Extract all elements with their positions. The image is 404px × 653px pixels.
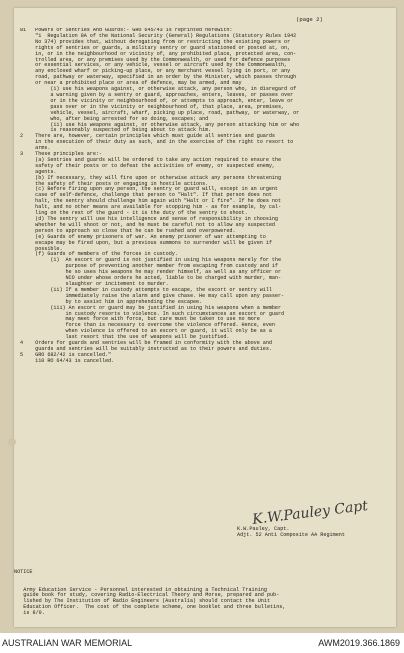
page-number: (page 2) (296, 16, 323, 23)
signature-line: Adjt. 52 Anti Composite AA Regiment (237, 531, 345, 538)
text-line: "1 Regulation 8A of the National Security (General) Regulations (Statutory Rules 1942 (20, 32, 297, 39)
text-line: 4 Orders for guards and sentries will be framed in conformity with the above and (20, 340, 272, 347)
text-line: (c) Before firing upon any person, the sentry or guard will, except in an urgent (20, 186, 278, 193)
text-line: guards and sentries will be suitably instructed as to their powers and duties. (20, 345, 272, 352)
text-line: halt, and no other means are available for stopping him - as for example, by cal- (20, 204, 282, 211)
text-line: 81 Powers Of Sentries And Guards:- GRO 645/43 is reprinted herewith: (20, 28, 233, 33)
text-line: is reasonably suspected of being about to attack him. (20, 127, 212, 134)
signature-line: K.W.Pauley, Capt. (237, 526, 290, 532)
text-line: escape may be fired upon, but a previous summons to surrender will be given if (20, 239, 272, 246)
text-line: who, after being arrested for so doing, escapes; and (20, 115, 209, 122)
text-line: or in the vicinity or neighbourhood of, or attempts to approach, enter, leave or (20, 97, 294, 104)
text-line: the safety of their posts or engaging in hostile actions. (20, 180, 209, 187)
signature-block (237, 527, 345, 539)
text-line: pass over or in the vicinity or neighbourhood of, that place, area, premises, (20, 103, 285, 110)
text-line: whether he will shoot or not, and he must be careful not to allow any suspected (20, 221, 275, 228)
notice-line: is 8/9. (14, 610, 45, 617)
text-line: 110 RO 64/43 is cancelled. (20, 357, 115, 364)
archive-footer (0, 633, 404, 653)
text-line: safety of their posts or to defeat the activities of enemy, or suspected enemy, (20, 162, 275, 169)
text-line: (b) If necessary, they will fire upon or otherwise attack any persons threatening (20, 174, 282, 181)
text-line: agents. (20, 168, 57, 175)
text-line: (ii) use his weapons against, or otherwise attack, any person attacking him or who (20, 121, 300, 128)
text-line: case of self-defence, challenge that person to "Halt". If that person does not (20, 192, 272, 199)
text-line: when violence is offered to an escort or guard, it will only be as a (20, 328, 272, 335)
text-line: may meet force with force, but care must be taken to use no more (20, 316, 260, 323)
notice-section (14, 558, 394, 629)
notice-line: lished by The Institution of Radio Engineers (Australia) should contact the Unit (14, 598, 271, 605)
text-line: purpose of preventing another member from escaping from custody and if (20, 263, 278, 270)
text-line: (ii) If a member in custody attempts to escape, the escort or sentry will (20, 286, 272, 293)
text-line: immediately raise the alarm and give chase. He may call upon any passer- (20, 292, 285, 299)
text-line: 3 These principles are:- (20, 151, 102, 158)
text-line: in the execution of their duty as such, and in the exercise of the right to resort to (20, 139, 294, 146)
text-line: arms. (20, 145, 51, 152)
text-line: trolled area, or any premises used by the Commonwealth, or used for defence purposes (20, 56, 291, 63)
text-line: (a) Sentries and guards will be ordered to take any action required to ensure the (20, 156, 282, 163)
notice-body (14, 588, 394, 618)
text-line: (iii) An escort or guard may be justified in using his weapons when a member (20, 304, 282, 311)
archive-id: AWM2019.366.1869 (318, 638, 400, 648)
text-line: (i) An escort or guard is not justified in using his weapons merely for the (20, 257, 282, 264)
notice-line: Army Education Service - Personnel interested in obtaining a Technical Training (14, 586, 267, 593)
text-line: 2 There are, however, certain principles which must guide all sentries and guards (20, 133, 275, 140)
text-line: rights of sentries or guards, a military sentry or guard stationed or posted at, on, (20, 44, 291, 51)
text-line: last resort that the use of weapons will be justified. (20, 334, 230, 341)
text-line: in custody resorts to violence. In such circumstances an escort or guard (20, 310, 285, 317)
punch-hole (8, 438, 16, 446)
text-line: in, or in the neighbourhood or vicinity of, any prohibited place, protected area, con- (20, 50, 297, 57)
text-line: a warning given by a sentry or guard, approaches, enters, leaves, or passes over (20, 91, 294, 98)
text-line: or essential services, or any vehicle, vessel or aircraft used by the Commonwealth, (20, 62, 288, 69)
text-line: force than is necessary to overcome the violence offered. Hence, even (20, 322, 275, 329)
document-page (14, 8, 396, 627)
text-line: (f) Guards of members of the forces in custody. (20, 251, 178, 258)
text-line: road, pathway or waterway, specified in an order by the Minister, which passes through (20, 74, 297, 81)
notice-line: guide book for study, covering Radio-Electrical Theory and Morse, prepared and pub- (14, 592, 280, 599)
archive-name: AUSTRALIAN WAR MEMORIAL (2, 638, 133, 648)
text-line: person to approach so close that he can be rushed and overpowered. (20, 227, 236, 234)
text-line: halt, the sentry should challenge him again with "Halt or I fire". If he does not (20, 198, 282, 205)
text-line: ling on the rest of the guard - it is the duty of the sentry to shoot. (20, 210, 248, 217)
text-line: by to assist him in apprehending the escapee. (20, 298, 203, 305)
text-line: (i) use his weapons against, or otherwise attack, any person who, in disregard of (20, 86, 297, 93)
notice-heading: NOTICE (14, 568, 33, 575)
text-line: No 374) provides that, without derogating from or restricting the existing powers or (20, 38, 291, 45)
text-line: 5 GRO 682/42 is cancelled." (20, 351, 112, 358)
signature-handwritten: K.W.Pauley Capt (251, 497, 369, 529)
text-line: (e) Guards of enemy prisoners of war. An enemy prisoner of war attempting to (20, 233, 266, 240)
text-line: he so uses his weapons he may render himself, as well as any officer or (20, 269, 282, 276)
text-line: any enclosed wharf or picking-up place, or any merchant vessel lying in port, or any (20, 68, 291, 75)
text-line: possible. (20, 245, 63, 252)
text-line: slaughter or incitement to murder. (20, 280, 169, 287)
text-line: (d) The sentry will use his intelligence and sense of responsibility in choosing (20, 216, 278, 222)
text-line: vehicle, vessel, aircraft, wharf, picking up place, road, pathway, or waterway, or (20, 109, 300, 116)
text-line: or near a prohibited place or area of defence, may be armed, and may (20, 80, 242, 87)
document-body (20, 28, 390, 583)
notice-line: Education Officer. The cost of the complete scheme, one booklet and three bulletins, (14, 604, 286, 611)
text-line: NCO under whose orders he acted, liable to be charged with murder, man- (20, 275, 282, 282)
